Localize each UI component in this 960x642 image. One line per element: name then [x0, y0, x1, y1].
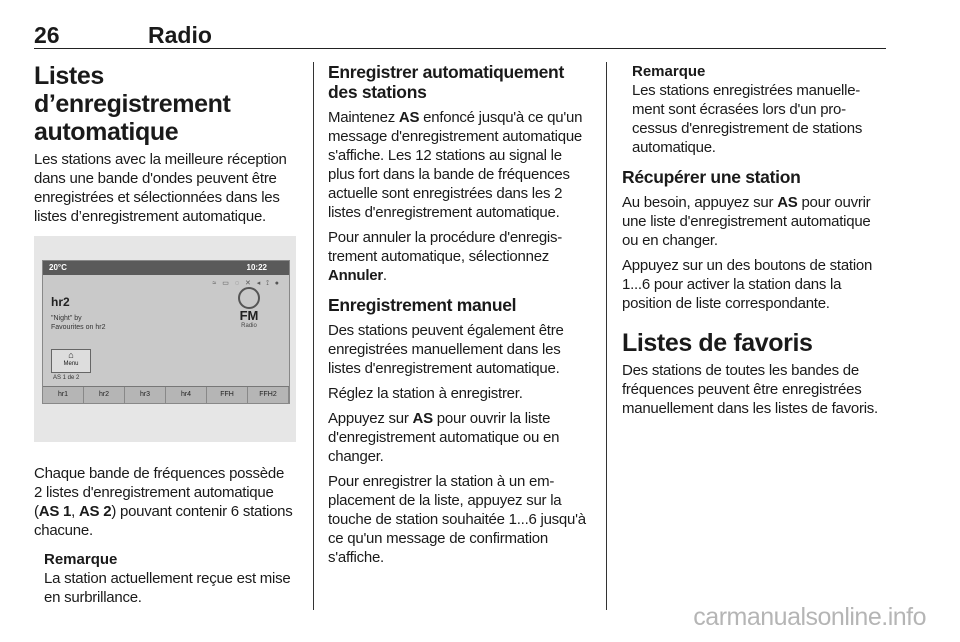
- paragraph: Pour enregistrer la station à un emplacement de la liste, appuyez sur la touche de station souhaitée 1...6 jusqu'à ce qu'un message de confirmation s'affiche.: [328, 473, 586, 566]
- paragraph: [34, 464, 296, 540]
- band-sublabel: Radio: [241, 323, 257, 329]
- column-divider: [606, 62, 607, 610]
- heading-auto-store: Enregistrer automatiquement des stations: [328, 62, 564, 102]
- station-name: hr2: [51, 295, 70, 309]
- text-run: Pour annuler la procédure d'enregistrement automatique, sélectionnez: [328, 229, 563, 265]
- paragraph: [328, 409, 590, 466]
- paragraph: [328, 228, 590, 285]
- button-reference: AS 2: [78, 503, 112, 520]
- page-number: 26: [34, 22, 60, 48]
- watermark: carmanualsonline.info: [693, 603, 926, 631]
- preset-tab: hr1: [43, 387, 84, 403]
- paragraph: [328, 108, 590, 222]
- column-3: [622, 62, 886, 424]
- button-reference: AS: [398, 109, 420, 126]
- preset-tab: hr4: [166, 387, 207, 403]
- song-line: "Night" by: [51, 315, 82, 322]
- text-run: Maintenez: [328, 109, 399, 126]
- band-indicator: [227, 287, 271, 329]
- text-run: pour ouvrir la liste d'enregistrement automatique ou en changer.: [328, 410, 560, 465]
- note-text: La station actuellement reçue est mise en surbrillance.: [44, 570, 291, 606]
- column-divider: [313, 62, 314, 610]
- song-line: Favourites on hr2: [51, 324, 106, 331]
- home-icon: ⌂: [68, 350, 74, 360]
- band-label: FM: [239, 308, 259, 323]
- heading-auto-store-lists: Listes d’enregistrement automatique: [34, 62, 231, 146]
- paragraph: Les stations avec la meilleure réception dans une bande d'ondes peuvent être enregistrées et sélectionnées dans les listes d’enregistrement automatique.: [34, 151, 287, 225]
- note: [632, 62, 886, 157]
- infotainment-display: [42, 260, 290, 404]
- radio-signal-icon: [238, 287, 260, 309]
- display-top-bar: [43, 261, 289, 275]
- note-title: Remarque: [632, 63, 706, 80]
- preset-tab: hr2: [84, 387, 125, 403]
- menu-label: Menu: [63, 361, 79, 367]
- note-title: Remarque: [44, 551, 118, 568]
- heading-favourites: Listes de favoris: [622, 329, 813, 357]
- status-icons: ≈ ▭ ◌ ✕ ◂ ⟟ ●: [212, 280, 281, 287]
- clock-readout: 10:22: [246, 263, 267, 272]
- text-run: Chaque bande de fréquences possède 2 listes d'enregistrement automatique (: [34, 465, 285, 520]
- paragraph: Des stations de toutes les bandes de fréquences peuvent être enregistrées manuellement dans les listes de favoris.: [622, 362, 878, 417]
- radio-screen-illustration: [34, 236, 296, 442]
- text-run: .: [382, 267, 387, 284]
- button-reference: Annuler: [328, 267, 383, 284]
- paragraph: Des stations peuvent également être enregistrées manuellement dans les listes d'enregistrement automatique.: [328, 322, 564, 377]
- note: [44, 550, 296, 607]
- page-header: [34, 22, 886, 49]
- temperature-readout: 20°C: [49, 263, 67, 272]
- menu-button: [51, 349, 91, 373]
- text-run: enfoncé jusqu'à ce qu'un message d'enregistrement automatique s'affiche. Les 12 stations au signal le plus fort dans la bande de fréquences actuelle sont enregistrées dans les 2 listes d'enregistrement automatique.: [328, 109, 583, 221]
- heading-recall-station: Récupérer une station: [622, 167, 801, 187]
- text-run: Appuyez sur: [328, 410, 413, 427]
- song-info: [51, 314, 105, 332]
- button-reference: AS 1: [38, 503, 72, 520]
- button-reference: AS: [777, 194, 798, 211]
- text-run: Au besoin, appuyez sur: [622, 194, 778, 211]
- paragraph: [622, 193, 886, 250]
- preset-tab: FFH: [207, 387, 248, 403]
- text-run: ) pouvant contenir 6 stations chacune.: [34, 503, 293, 539]
- button-reference: AS: [412, 410, 433, 427]
- text-run: pour ouvrir une liste d'enregistrement automatique ou en changer.: [622, 194, 871, 249]
- text-run: ,: [71, 503, 79, 520]
- section-title: Radio: [148, 22, 212, 48]
- note-text: Les stations enregistrées manuellement sont écrasées lors d'un processus d'enregistrement de stations automatique.: [632, 82, 863, 156]
- paragraph: Appuyez sur un des boutons de station 1...6 pour activer la station dans la position de liste correspondante.: [622, 257, 873, 312]
- column-2: [328, 62, 590, 573]
- auto-store-indicator: AS 1 de 2: [53, 375, 80, 381]
- heading-manual-store: Enregistrement manuel: [328, 295, 517, 315]
- preset-tab: hr3: [125, 387, 166, 403]
- column-1: [34, 62, 296, 607]
- preset-tabs: [43, 386, 289, 403]
- paragraph: Réglez la station à enregistrer.: [328, 385, 523, 402]
- preset-tab: FFH2: [248, 387, 289, 403]
